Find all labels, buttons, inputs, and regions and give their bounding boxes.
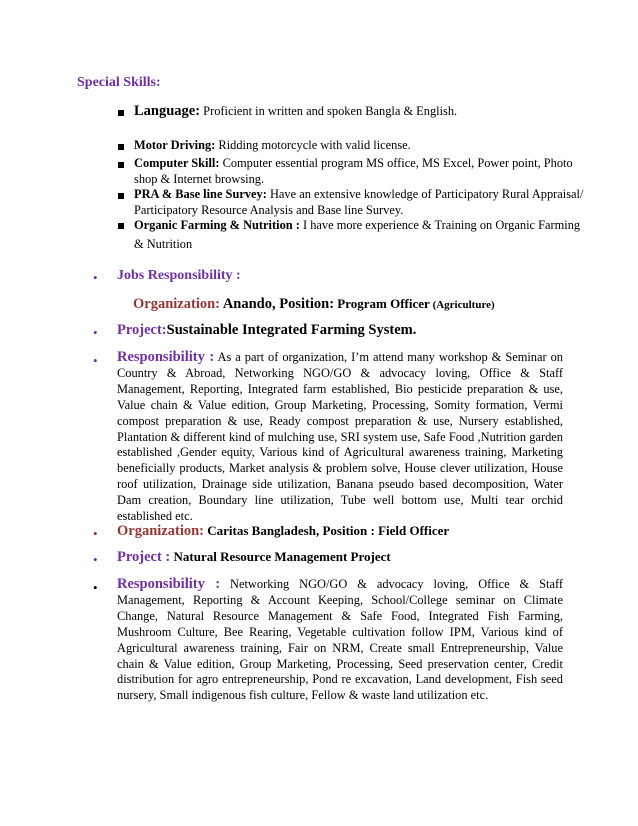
- special-skills-heading: Special Skills:: [77, 75, 161, 90]
- skill-pra-survey: PRA & Base line Survey: Have an extensive knowledge of Participatory Rural Appraisal/ Participatory Resource Analysis and Base line Survey.: [134, 187, 584, 217]
- bullet-icon: •: [93, 552, 98, 567]
- bullet-icon: •: [93, 353, 98, 368]
- project2-line: Project : Natural Resource Management Project: [117, 549, 391, 565]
- bullet-icon: •: [93, 526, 98, 541]
- bullet-icon: •: [93, 325, 98, 340]
- square-bullet-icon: [118, 162, 124, 168]
- org2-line: Organization: Caritas Bangladesh, Position : Field Officer: [117, 523, 450, 539]
- org1-line: Organization: Anando, Position: Program Officer (Agriculture): [133, 296, 495, 312]
- square-bullet-icon: [118, 193, 124, 199]
- square-bullet-icon: [118, 144, 124, 150]
- skill-language: Language: Proficient in written and spoken Bangla & English.: [134, 103, 458, 119]
- jobs-responsibility-heading: Jobs Responsibility :: [117, 268, 241, 283]
- resp1-paragraph: Responsibility : As a part of organization, I’m attend many workshop & Seminar on Country & Abroad, Networking NGO/GO & advocacy loving, Office & Staff Management, Reporting, Integrated farm established, Bio pesticide preparation & use, Value chain & Value edition, Group Marketing, Processing, Somity formation, Vermi compost preparation & use, Ready compost preparation & use, Nursery established, Plantation & different kind of mulching use, SRI system use, Safe Food ,Nutrition garden established ,Gender equity, Various kind of Agricultural awareness training, Marketing beneficially products, Market analysis & problem solve, House clever utilization, House roof utilization, Drainage side utilization, Banana pseudo based decomposition, Water Dam creation, Boundary line utilization, Tube well bottom use, Multi tear orchid established etc.: [117, 349, 563, 524]
- bullet-icon: •: [93, 580, 98, 595]
- resp2-paragraph: Responsibility : Networking NGO/GO & advocacy loving, Office & Staff Management, Reporting & Account Keeping, School/College seminar on Climate Change, Natural Resource Management & Safe Food, Integrated Fish Farming, Mushroom Culture, Bee Rearing, Vegetable cultivation follow IPM, Various kind of Agricultural awareness training, Fair on NRM, Create small Entrepreneurship, Value chain & Value edition, Group Marketing, Processing, Seed preservation center, Credit distribution for agro entrepreneurship, Pond re excavation, Land development, Fish seed nursery, Small indigenous fish culture, Fellow & waste land utilization etc.: [117, 576, 563, 703]
- skill-organic-farming: Organic Farming & Nutrition : I have more experience & Training on Organic Farming & Nutrition: [134, 218, 581, 251]
- bullet-icon: •: [93, 270, 98, 285]
- skill-computer: Computer Skill: Computer essential program MS office, MS Excel, Power point, Photo shop & Internet browsing.: [134, 156, 573, 186]
- square-bullet-icon: [118, 110, 124, 116]
- project1-line: Project:Sustainable Integrated Farming System.: [117, 322, 417, 338]
- skill-motor-driving: Motor Driving: Ridding motorcycle with valid license.: [134, 138, 411, 152]
- square-bullet-icon: [118, 223, 124, 229]
